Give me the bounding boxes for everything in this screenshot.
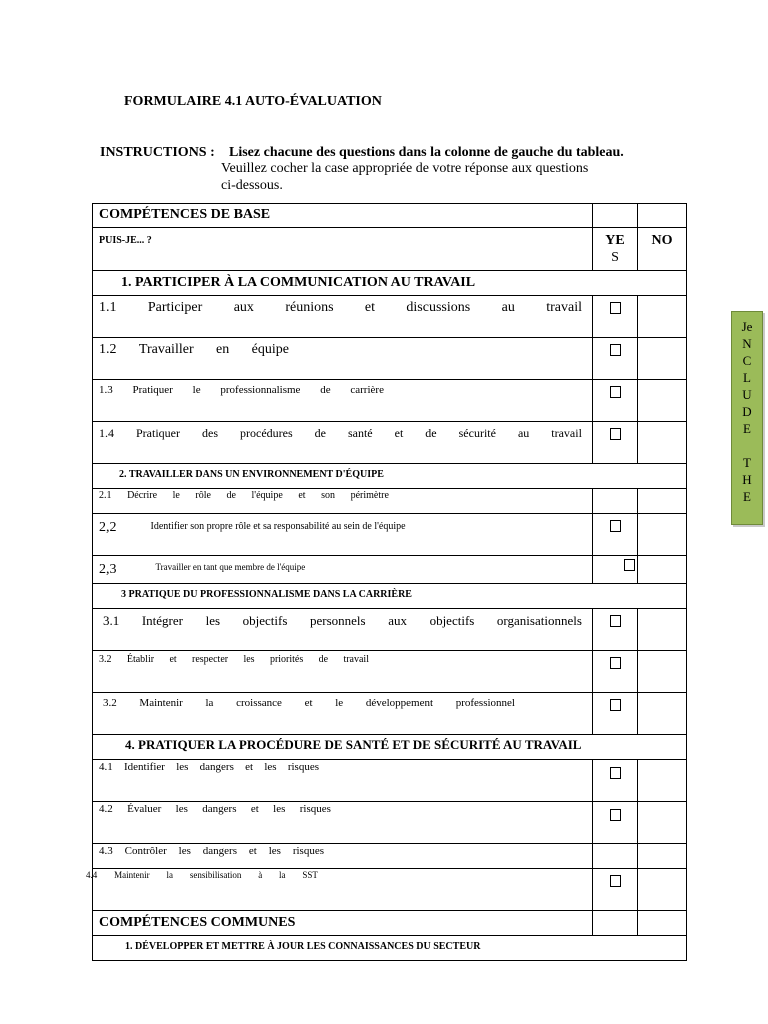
instructions-line-3: ci-dessous. <box>221 178 283 193</box>
question-cell <box>93 693 593 735</box>
question-row <box>93 651 687 693</box>
question-word: risques <box>292 845 324 857</box>
question-2-1 <box>99 490 399 501</box>
question-number: 2.1 <box>99 490 112 501</box>
section-row-common-1 <box>93 936 687 961</box>
question-cell <box>93 422 593 464</box>
yes-cell[interactable] <box>593 869 638 911</box>
question-word: au <box>517 426 530 440</box>
question-word: objectifs <box>242 613 288 628</box>
yes-cell[interactable] <box>593 693 638 735</box>
question-word: le <box>172 490 180 501</box>
yes-cell[interactable] <box>593 802 638 844</box>
question-cell <box>93 338 593 380</box>
question-cell <box>93 296 593 338</box>
question-row <box>93 844 687 869</box>
question-number: 2,2 <box>99 520 117 535</box>
question-word: la <box>205 697 214 709</box>
yes-cell[interactable] <box>593 844 638 869</box>
no-cell[interactable] <box>638 844 687 869</box>
question-row <box>93 556 687 584</box>
question-word: la <box>279 870 286 880</box>
common-skills-heading: COMPÉTENCES COMMUNES <box>99 915 296 930</box>
no-header <box>638 228 687 271</box>
question-word: le <box>335 697 344 709</box>
section-row-2 <box>93 464 687 489</box>
no-cell[interactable] <box>638 514 687 556</box>
can-i-heading: PUIS-JE... ? <box>99 235 152 246</box>
question-row <box>93 380 687 422</box>
question-word: discussions <box>406 300 471 315</box>
checkbox-icon[interactable] <box>610 386 621 398</box>
checkbox-icon[interactable] <box>610 520 621 532</box>
question-row <box>93 514 687 556</box>
question-cell <box>93 514 593 556</box>
question-1-2 <box>99 342 299 358</box>
question-word: en <box>216 342 230 357</box>
question-word: rôle <box>195 490 211 501</box>
checkbox-icon[interactable] <box>610 875 621 887</box>
side-tab-letter: N <box>742 336 752 351</box>
question-word: professionnel <box>455 697 515 709</box>
yes-label-2: S <box>611 250 619 265</box>
empty-cell <box>593 204 638 228</box>
question-word: risques <box>287 761 319 773</box>
section-row-4 <box>93 735 687 760</box>
no-cell[interactable] <box>638 296 687 338</box>
question-3-2 <box>99 654 379 665</box>
question-cell <box>93 844 593 869</box>
yes-cell[interactable] <box>593 489 638 514</box>
question-number: 1.2 <box>99 342 117 357</box>
no-label: NO <box>651 233 673 248</box>
checkbox-icon[interactable] <box>610 767 621 779</box>
no-cell[interactable] <box>638 760 687 802</box>
question-word: et <box>304 697 313 709</box>
question-word: réunions <box>285 300 334 315</box>
section-row-1 <box>93 271 687 296</box>
no-cell[interactable] <box>638 489 687 514</box>
question-word: son <box>321 490 336 501</box>
question-row <box>93 802 687 844</box>
question-word: aux <box>233 300 254 315</box>
section-row-3 <box>93 584 687 609</box>
question-word: de <box>318 654 329 665</box>
question-word: sensibilisation <box>189 870 242 880</box>
question-word: procédures <box>240 426 293 440</box>
question-word: développement <box>365 697 434 709</box>
question-word: Travailler <box>138 342 194 357</box>
question-2-3: Travailler en tant que membre de l'équipe <box>155 562 306 572</box>
question-2-2: Identifier son propre rôle et sa responsabilité au sein de l'équipe <box>150 521 406 532</box>
question-word: priorités <box>269 654 304 665</box>
no-cell[interactable] <box>638 693 687 735</box>
question-4-4 <box>86 870 328 880</box>
question-word: croissance <box>236 697 282 709</box>
question-row <box>93 693 687 735</box>
question-word: Maintenir <box>114 870 150 880</box>
question-word: personnels <box>309 613 366 628</box>
question-word: dangers <box>199 761 234 773</box>
no-cell[interactable] <box>638 422 687 464</box>
section-title: 3 PRATIQUE DU PROFESSIONNALISME DANS LA CARRIÈRE <box>121 589 412 600</box>
question-word: au <box>501 300 515 315</box>
no-cell[interactable] <box>638 802 687 844</box>
question-word: des <box>202 426 218 440</box>
question-number: 3.2 <box>103 697 117 709</box>
question-word: carrière <box>350 384 384 396</box>
question-word: travail <box>546 300 582 315</box>
question-3-1 <box>103 613 592 629</box>
question-number: 1.1 <box>99 300 117 315</box>
side-tab-letter: U <box>742 387 752 402</box>
checkbox-icon[interactable] <box>610 344 621 356</box>
question-word: dangers <box>202 803 237 815</box>
question-word: sécurité <box>458 426 496 440</box>
question-number: 4.1 <box>99 761 113 773</box>
yes-cell[interactable] <box>593 296 638 338</box>
side-tab-letter: L <box>743 370 751 385</box>
form-title: FORMULAIRE 4.1 AUTO-ÉVALUATION <box>124 94 382 109</box>
table-heading-row <box>93 204 687 228</box>
question-word: les <box>268 845 281 857</box>
question-row <box>93 760 687 802</box>
question-word: les <box>178 845 191 857</box>
question-word: travail <box>551 426 582 440</box>
question-number: 4.3 <box>99 845 113 857</box>
empty-cell <box>593 911 638 936</box>
common-heading-row <box>93 911 687 936</box>
question-word: équipe <box>251 342 289 357</box>
question-word: et <box>364 300 376 315</box>
question-cell <box>93 556 593 584</box>
question-word: Établir <box>126 654 155 665</box>
section-title: 2. TRAVAILLER DANS UN ENVIRONNEMENT D'ÉQUIPE <box>119 469 384 480</box>
question-word: aux <box>388 613 407 628</box>
no-cell[interactable] <box>638 380 687 422</box>
question-word: la <box>166 870 173 880</box>
question-word: de <box>314 426 326 440</box>
subheading-cell <box>93 228 593 271</box>
question-row <box>93 869 687 911</box>
question-row <box>93 489 687 514</box>
question-word: et <box>250 803 259 815</box>
question-word: respecter <box>192 654 229 665</box>
side-tab-letter: T <box>743 455 751 470</box>
side-tab-letter: H <box>742 472 752 487</box>
question-4-3 <box>99 845 334 857</box>
question-word: Évaluer <box>127 803 162 815</box>
checkbox-icon[interactable] <box>610 699 621 711</box>
question-word: risques <box>299 803 331 815</box>
core-skills-heading: COMPÉTENCES DE BASE <box>99 207 271 222</box>
yes-cell[interactable] <box>593 760 638 802</box>
question-word: et <box>298 490 306 501</box>
question-cell <box>93 609 593 651</box>
instructions-line-2: Veuillez cocher la case appropriée de votre réponse aux questions <box>221 161 589 176</box>
yes-label-1: YE <box>605 233 625 248</box>
no-cell[interactable] <box>638 338 687 380</box>
question-word: les <box>205 613 221 628</box>
section-cell <box>93 464 687 489</box>
section-title: 4. PRATIQUER LA PROCÉDURE DE SANTÉ ET DE SÉCURITÉ AU TRAVAIL <box>125 737 582 752</box>
question-word: les <box>273 803 286 815</box>
yes-cell[interactable] <box>593 380 638 422</box>
question-word: Identifier <box>124 761 165 773</box>
question-word: à <box>258 870 263 880</box>
section-title: 1. DÉVELOPPER ET METTRE À JOUR LES CONNAISSANCES DU SECTEUR <box>125 941 481 952</box>
question-number: 1.3 <box>99 384 113 396</box>
no-cell[interactable] <box>638 651 687 693</box>
question-word: et <box>248 845 257 857</box>
checkbox-icon[interactable] <box>610 428 621 440</box>
question-word: objectifs <box>429 613 475 628</box>
checkbox-icon[interactable] <box>624 559 635 571</box>
question-cell <box>93 489 593 514</box>
side-tab-letter: C <box>742 353 752 368</box>
question-number: 1.4 <box>99 426 114 440</box>
question-word: et <box>245 761 254 773</box>
question-word: professionnalisme <box>220 384 301 396</box>
table-heading-cell <box>93 204 593 228</box>
question-word: Contrôler <box>124 845 167 857</box>
question-word: et <box>169 654 177 665</box>
instructions-line-1: Lisez chacune des questions dans la colonne de gauche du tableau. <box>229 145 624 160</box>
question-word: Décrire <box>127 490 158 501</box>
side-tab-letter: D <box>742 404 752 419</box>
question-3-3 <box>103 697 525 709</box>
yes-header <box>593 228 638 271</box>
question-number: 3.1 <box>103 613 120 628</box>
question-number: 3.2 <box>99 654 112 665</box>
question-word: dangers <box>202 845 237 857</box>
side-tab-letter: Je <box>741 319 753 334</box>
question-1-3 <box>99 384 394 396</box>
section-cell <box>93 584 687 609</box>
side-tab <box>731 311 763 525</box>
section-title: 1. PARTICIPER À LA COMMUNICATION AU TRAVAIL <box>121 275 476 290</box>
question-4-2 <box>99 803 341 815</box>
question-word: l'équipe <box>251 490 283 501</box>
question-cell <box>93 380 593 422</box>
question-number: 2,3 <box>99 562 117 577</box>
common-heading-cell <box>93 911 593 936</box>
question-word: de <box>425 426 437 440</box>
yes-cell[interactable] <box>593 556 638 584</box>
question-word: les <box>175 803 188 815</box>
section-cell <box>93 271 687 296</box>
checkbox-icon[interactable] <box>610 302 621 314</box>
question-row <box>93 338 687 380</box>
yes-cell[interactable] <box>593 338 638 380</box>
question-1-4 <box>99 426 592 441</box>
yes-cell[interactable] <box>593 514 638 556</box>
question-word: Pratiquer <box>132 384 173 396</box>
instructions-label: INSTRUCTIONS : <box>100 145 215 160</box>
table-subheading-row <box>93 228 687 271</box>
question-word: SST <box>302 870 318 880</box>
section-cell <box>93 936 687 961</box>
question-word: le <box>192 384 201 396</box>
question-1-1 <box>99 300 592 316</box>
question-cell <box>86 869 593 911</box>
yes-cell[interactable] <box>593 651 638 693</box>
side-tab-letter: E <box>743 489 751 504</box>
question-word: santé <box>347 426 373 440</box>
question-word: de <box>226 490 236 501</box>
side-tab-letter <box>732 437 762 454</box>
checkbox-icon[interactable] <box>610 615 621 627</box>
no-cell[interactable] <box>638 556 687 584</box>
self-assessment-table <box>86 203 687 961</box>
checkbox-icon[interactable] <box>610 809 621 821</box>
question-word: organisationnels <box>496 613 582 628</box>
question-cell <box>93 760 593 802</box>
question-number: 4.2 <box>99 803 113 815</box>
question-4-1 <box>99 761 329 773</box>
question-word: Participer <box>147 300 203 315</box>
question-word: travail <box>343 654 369 665</box>
question-word: les <box>264 761 277 773</box>
question-word: Maintenir <box>139 697 183 709</box>
question-word: périmètre <box>350 490 389 501</box>
no-cell[interactable] <box>638 609 687 651</box>
question-row <box>93 609 687 651</box>
question-cell <box>93 651 593 693</box>
no-cell[interactable] <box>638 869 687 911</box>
question-word: les <box>243 654 255 665</box>
question-word: et <box>394 426 404 440</box>
yes-cell[interactable] <box>593 609 638 651</box>
question-word: Intégrer <box>141 613 183 628</box>
yes-cell[interactable] <box>593 422 638 464</box>
empty-cell <box>638 204 687 228</box>
question-word: de <box>320 384 331 396</box>
question-word: les <box>176 761 189 773</box>
question-cell <box>93 802 593 844</box>
section-cell <box>93 735 687 760</box>
empty-cell <box>638 911 687 936</box>
checkbox-icon[interactable] <box>610 657 621 669</box>
question-row <box>93 296 687 338</box>
question-number: 4.4 <box>86 870 98 880</box>
question-word: Pratiquer <box>136 426 180 440</box>
question-row <box>93 422 687 464</box>
side-tab-letter: E <box>743 421 751 436</box>
